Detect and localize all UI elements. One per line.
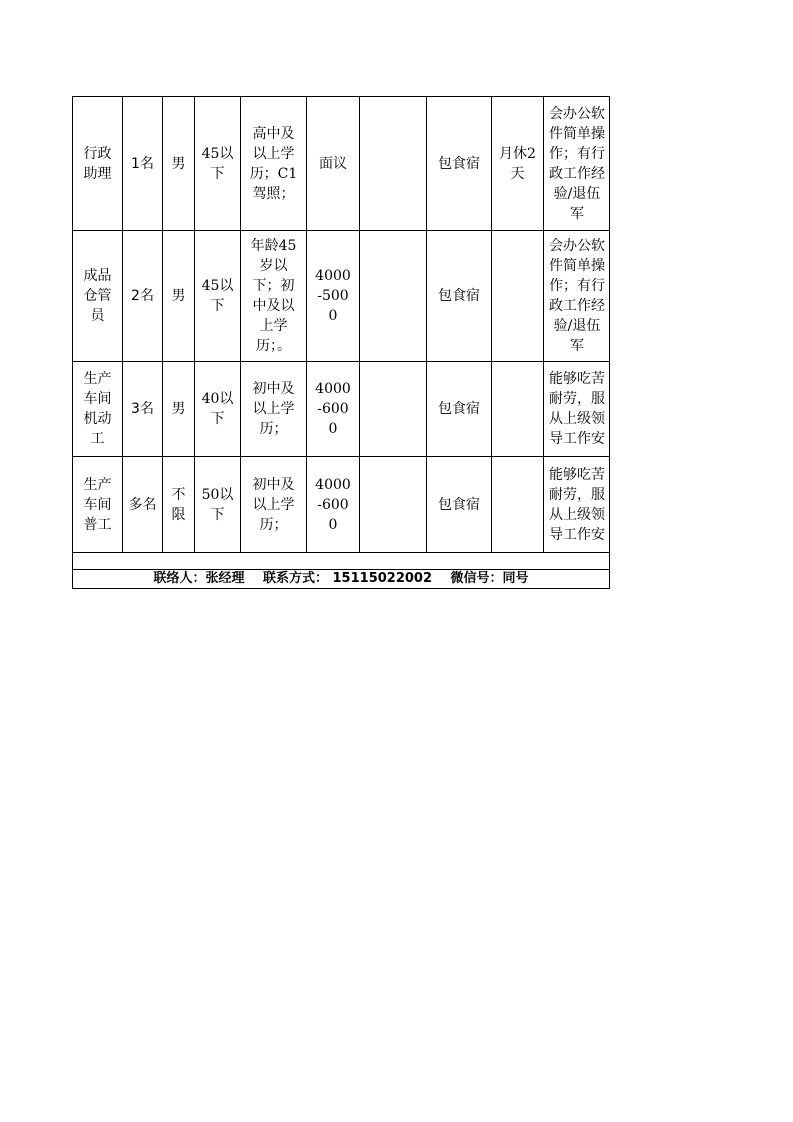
salary-cell: 4000-6000 <box>307 362 360 457</box>
job-listing-table <box>72 96 610 589</box>
table-row <box>73 457 610 553</box>
rest-cell <box>492 457 544 553</box>
blank-cell <box>360 362 427 457</box>
count-cell: 2名 <box>123 231 163 362</box>
rest-cell <box>492 231 544 362</box>
rest-cell: 月休2天 <box>492 97 544 231</box>
table-row <box>73 231 610 362</box>
rest-cell <box>492 362 544 457</box>
lodging-cell: 包食宿 <box>427 457 492 553</box>
blank-cell <box>73 553 610 570</box>
blank-row <box>73 553 610 570</box>
requirement-cell: 能够吃苦耐劳，服从上级领导工作安 <box>544 362 610 457</box>
position-cell: 成品仓管员 <box>73 231 123 362</box>
requirement-cell: 能够吃苦耐劳，服从上级领导工作安 <box>544 457 610 553</box>
education-cell: 年龄45岁以下；初中及以上学历；。 <box>241 231 307 362</box>
count-cell: 多名 <box>123 457 163 553</box>
position-cell: 生产车间普工 <box>73 457 123 553</box>
count-cell: 1名 <box>123 97 163 231</box>
lodging-cell: 包食宿 <box>427 231 492 362</box>
blank-cell <box>360 97 427 231</box>
lodging-cell: 包食宿 <box>427 97 492 231</box>
salary-cell: 4000-6000 <box>307 457 360 553</box>
age-cell: 45以下 <box>195 231 241 362</box>
contact-cell <box>73 570 610 589</box>
education-cell: 初中及以上学历； <box>241 362 307 457</box>
contact-person: 联络人：张经理 <box>153 571 245 586</box>
table-row <box>73 362 610 457</box>
contact-phone: 联系方式： 15115022002 <box>262 571 433 586</box>
lodging-cell: 包食宿 <box>427 362 492 457</box>
salary-cell: 面议 <box>307 97 360 231</box>
requirement-cell: 会办公软件简单操作；有行政工作经验/退伍军 <box>544 97 610 231</box>
blank-cell <box>360 457 427 553</box>
position-cell: 生产车间机动工 <box>73 362 123 457</box>
gender-cell: 男 <box>163 362 195 457</box>
contact-wechat: 微信号：同号 <box>450 571 529 586</box>
education-cell: 初中及以上学历； <box>241 457 307 553</box>
position-cell: 行政助理 <box>73 97 123 231</box>
salary-cell: 4000-5000 <box>307 231 360 362</box>
count-cell: 3名 <box>123 362 163 457</box>
age-cell: 40以下 <box>195 362 241 457</box>
requirement-cell: 会办公软件简单操作；有行政工作经验/退伍军 <box>544 231 610 362</box>
education-cell: 高中及以上学历；C1驾照； <box>241 97 307 231</box>
gender-cell: 不限 <box>163 457 195 553</box>
age-cell: 45以下 <box>195 97 241 231</box>
blank-cell <box>360 231 427 362</box>
gender-cell: 男 <box>163 231 195 362</box>
age-cell: 50以下 <box>195 457 241 553</box>
contact-row <box>73 570 610 589</box>
table-row <box>73 97 610 231</box>
gender-cell: 男 <box>163 97 195 231</box>
